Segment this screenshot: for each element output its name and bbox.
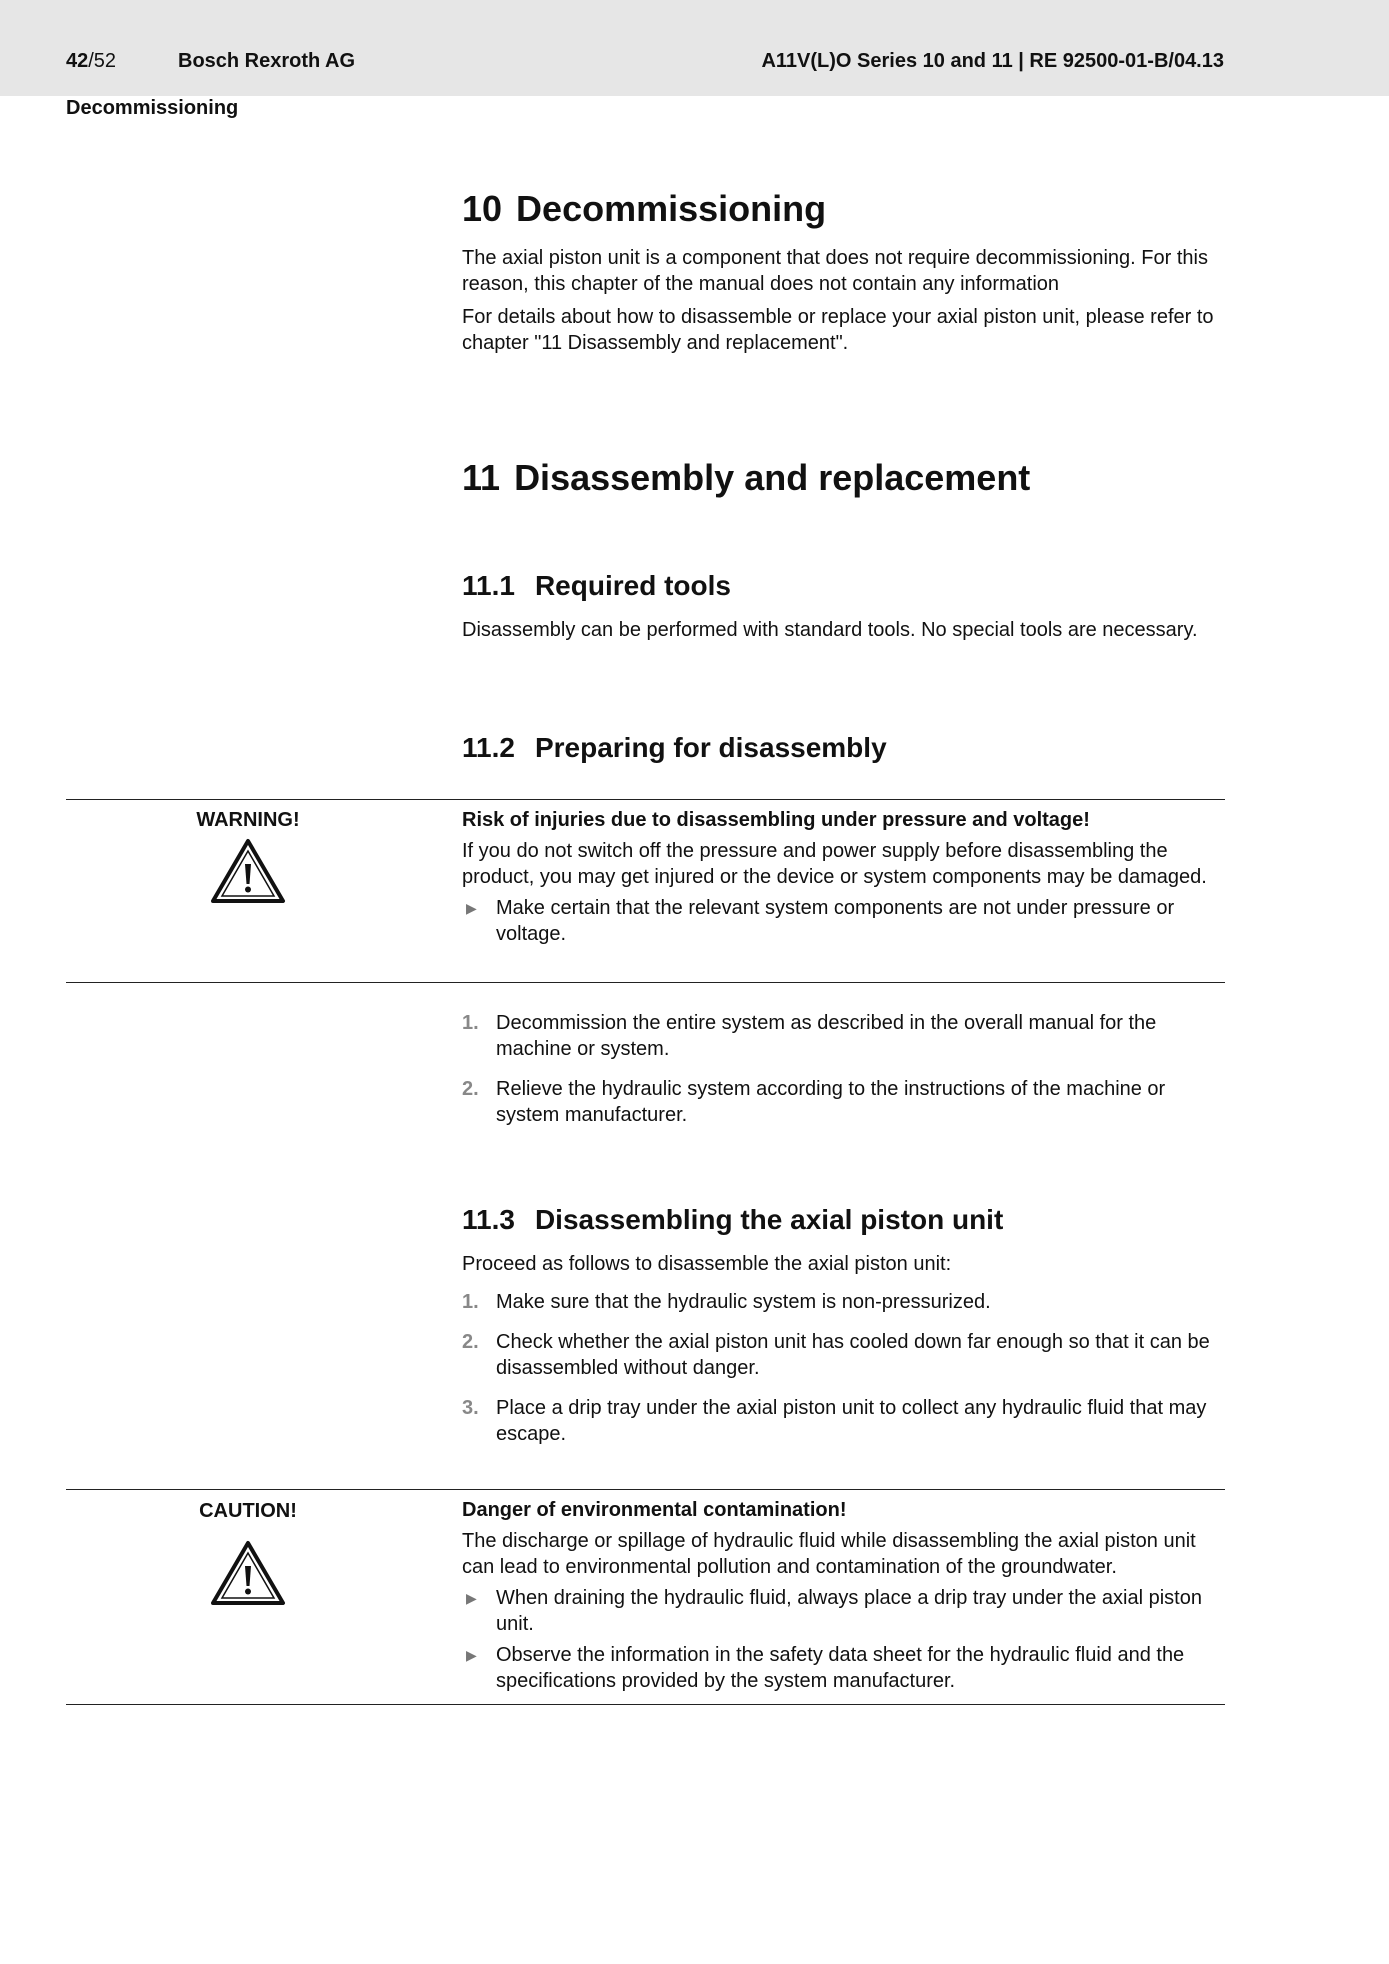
notice-bottom-rule xyxy=(66,1704,1225,1705)
paragraph: Disassembly can be performed with standard tools. No special tools are necessary. xyxy=(462,619,1198,641)
page-total: /52 xyxy=(88,50,117,72)
notice-bottom-rule xyxy=(66,982,1225,983)
step-text: Decommission the entire system as described in the overall manual for the machine or system. xyxy=(496,1012,1157,1060)
chapter-number: 11 xyxy=(462,457,501,498)
list-item xyxy=(462,1076,1224,1128)
page-current: 42 xyxy=(66,50,89,72)
step-number: 2. xyxy=(462,1331,479,1353)
warning-title: Risk of injuries due to disassembling under pressure and voltage! xyxy=(462,809,1090,831)
section-11-3-heading xyxy=(462,1204,1003,1236)
caution-instruction xyxy=(462,1642,1224,1694)
paragraph: Proceed as follows to disassemble the axial piston unit: xyxy=(462,1253,952,1275)
step-text: Make sure that the hydraulic system is non-pressurized. xyxy=(496,1291,991,1313)
page-header xyxy=(0,0,1389,96)
step-text: Check whether the axial piston unit has cooled down far enough so that it can be disassembled without danger. xyxy=(496,1331,1210,1379)
step-text: Place a drip tray under the axial piston unit to collect any hydraulic fluid that may escape. xyxy=(496,1397,1207,1445)
caution-instruction xyxy=(462,1585,1224,1637)
section-title: Preparing for disassembly xyxy=(534,732,887,763)
warning-signal-word: WARNING! xyxy=(196,809,300,831)
chapter-number: 10 xyxy=(462,188,503,229)
chapter-11-heading xyxy=(462,457,1030,499)
warning-text: If you do not switch off the pressure and power supply before disassembling the product, you may get injured or the device or system components may be damaged. xyxy=(462,840,1207,888)
paragraph: The axial piston unit is a component that does not require decommissioning. For this reason, this chapter of the manual does not contain any information xyxy=(462,247,1208,295)
caution-title: Danger of environmental contamination! xyxy=(462,1499,847,1521)
section-number: 11.3 xyxy=(462,1204,515,1235)
notice-top-rule xyxy=(66,799,1225,800)
bullet-arrow-icon: ▶ xyxy=(466,1590,477,1606)
page-number xyxy=(66,50,116,73)
list-item xyxy=(462,1289,1224,1315)
section-number: 11.1 xyxy=(462,570,515,601)
section-11-1-body xyxy=(462,617,1224,643)
instruction-text: Make certain that the relevant system components are not under pressure or voltage. xyxy=(496,897,1175,945)
step-number: 1. xyxy=(462,1012,479,1034)
chapter-title: Decommissioning xyxy=(516,188,827,229)
bullet-arrow-icon: ▶ xyxy=(466,1647,477,1663)
instruction-text: Observe the information in the safety data sheet for the hydraulic fluid and the specifications provided by the system manufacturer. xyxy=(496,1644,1185,1692)
instruction-text: When draining the hydraulic fluid, always place a drip tray under the axial piston unit. xyxy=(496,1587,1202,1635)
list-item xyxy=(462,1329,1224,1381)
list-item xyxy=(462,1395,1224,1447)
bullet-arrow-icon: ▶ xyxy=(466,900,477,916)
warning-instruction xyxy=(462,895,1224,947)
warning-content xyxy=(462,807,1224,947)
list-item xyxy=(462,1010,1224,1062)
chapter-10-heading xyxy=(462,188,826,230)
document-reference: A11V(L)O Series 10 and 11 | RE 92500-01-B/04.13 xyxy=(761,50,1224,72)
caution-content xyxy=(462,1497,1224,1694)
caution-signal-word: CAUTION! xyxy=(199,1500,297,1522)
step-number: 3. xyxy=(462,1397,479,1419)
warning-triangle-icon xyxy=(210,838,286,904)
section-number: 11.2 xyxy=(462,732,515,763)
step-number: 1. xyxy=(462,1291,479,1313)
paragraph: For details about how to disassemble or replace your axial piston unit, please refer to chapter "11 Disassembly and replacement". xyxy=(462,306,1214,354)
section-title: Required tools xyxy=(534,570,731,601)
section-11-3-steps xyxy=(462,1289,1224,1447)
company-name: Bosch Rexroth AG xyxy=(178,50,356,72)
step-number: 2. xyxy=(462,1078,479,1100)
section-11-3-body xyxy=(462,1251,1224,1447)
section-11-2-heading xyxy=(462,732,887,764)
step-text: Relieve the hydraulic system according to the instructions of the machine or system manufacturer. xyxy=(496,1078,1166,1126)
chapter-title: Disassembly and replacement xyxy=(514,457,1031,498)
caution-text: The discharge or spillage of hydraulic fluid while disassembling the axial piston unit can lead to environmental pollution and contamination of the groundwater. xyxy=(462,1530,1196,1578)
section-11-1-heading xyxy=(462,570,731,602)
chapter-10-body xyxy=(462,245,1224,356)
warning-triangle-icon xyxy=(210,1540,286,1606)
section-title: Disassembling the axial piston unit xyxy=(534,1204,1004,1235)
section-11-2-steps xyxy=(462,1010,1224,1128)
notice-top-rule xyxy=(66,1489,1225,1490)
running-section-title: Decommissioning xyxy=(66,97,239,119)
